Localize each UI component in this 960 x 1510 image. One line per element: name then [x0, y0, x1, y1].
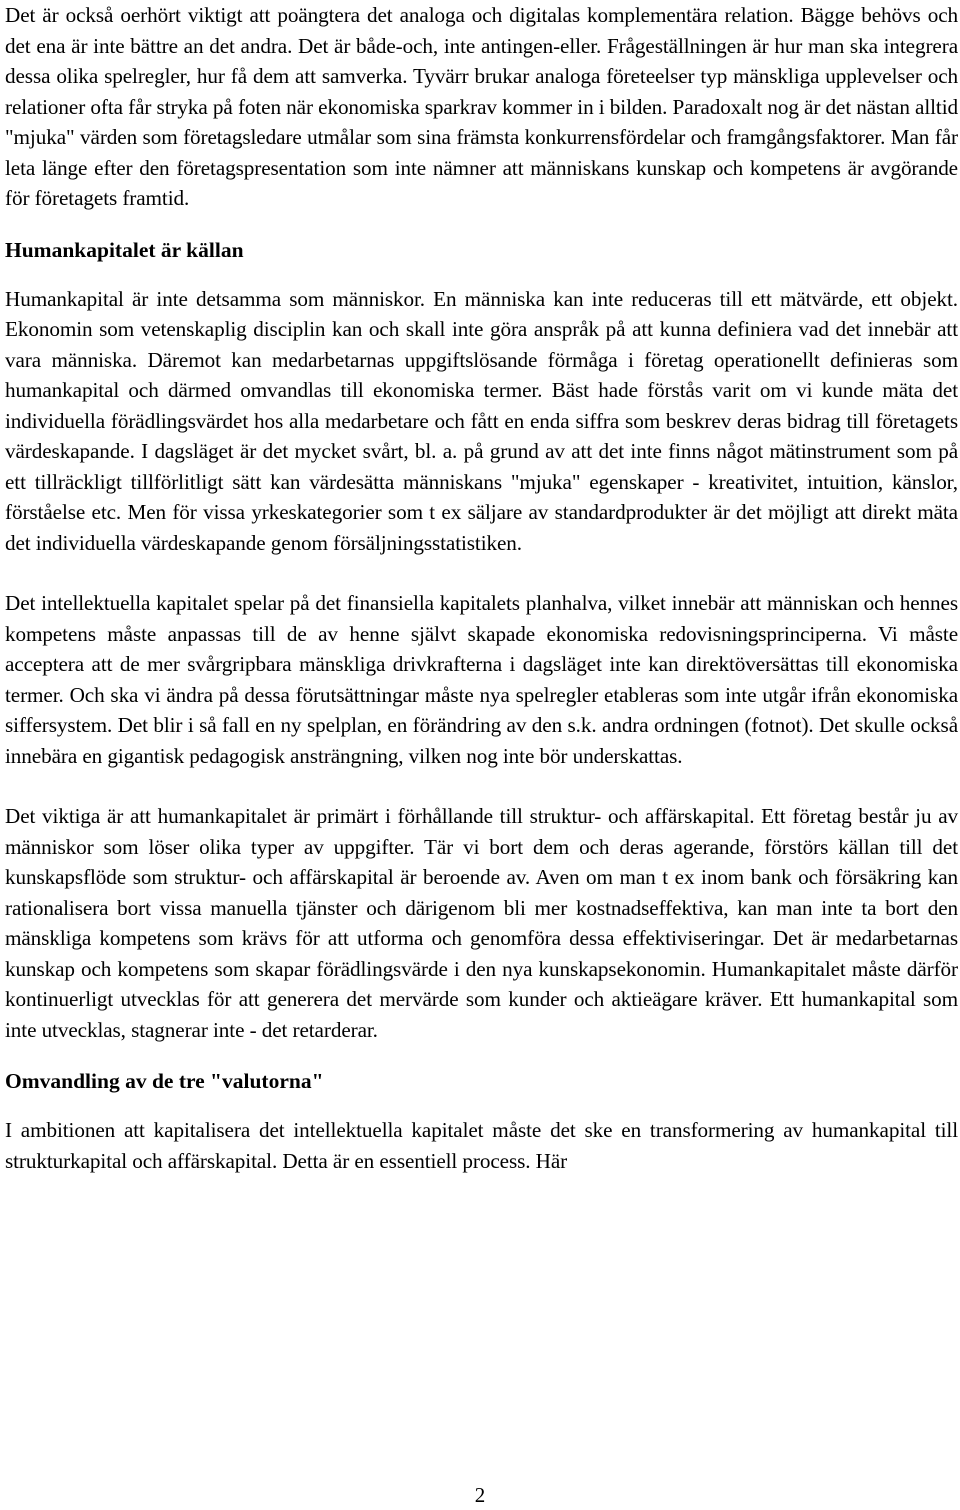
spacer	[5, 214, 958, 236]
page-number: 2	[474, 1483, 486, 1507]
spacer	[5, 771, 958, 801]
spacer	[5, 1045, 958, 1067]
document-page	[5, 0, 958, 1176]
paragraph-humankapital-definition: Humankapital är inte detsamma som människor. En människa kan inte reduceras till ett mätvärde, ett objekt. Ekonomin som vetenskaplig disciplin kan och skall inte göra anspråk på att kunna definiera vad det innebär att vara människa. Däremot kan medarbetarnas uppgiftslösande förmåga i företag operationellt definieras som humankapital och därmed omvandlas till ekonomiska termer. Bäst hade förstås varit om vi kunde mäta det individuella förädlingsvärdet hos alla medarbetare och fått en enda siffra som beskrev deras bidrag till företagets värdeskapande. I dagsläget är det mycket svårt, bl. a. på grund av att det inte finns något mätinstrument som på ett tillräckligt tillförlitligt sätt kan värdesätta människans "mjuka" egenskaper - kreativitet, intuition, känslor, förståelse etc. Men för vissa yrkeskategorier som t ex säljare av standardprodukter är det möjligt att direkt mäta det individuella värdeskapande genom försäljningsstatistiken.	[5, 286, 958, 555]
section-heading-humankapitalet: Humankapitalet är källan	[5, 237, 244, 262]
spacer	[5, 1095, 958, 1115]
spacer	[5, 558, 958, 588]
paragraph-kapitalisera: I ambitionen att kapitalisera det intellektuella kapitalet måste det ske en transformering av humankapital till strukturkapital och affärskapital. Detta är en essentiell process. Här	[5, 1118, 958, 1173]
section-heading-omvandling: Omvandling av de tre "valutorna"	[5, 1069, 324, 1093]
spacer	[5, 264, 958, 284]
paragraph-humankapitalet-primart: Det viktiga är att humankapitalet är primärt i förhållande till struktur- och affärskapital. Ett företag består ju av människor som löser olika typer av uppgifter. Tär vi bort dem och deras agerande, förstörs källan till det kunskapsflöde som struktur- och affärskapital är beroende av. Aven om man t ex inom bank och försäkring kan rationalisera bort vissa manuella tjänster och därigenom bli mer kostnadseffektiva, kan man inte ta bort den mänskliga kompetens som krävs för att utforma och genomföra dessa effektiviseringar. Det är medarbetarnas kunskap och kompetens som skapar förädlingsvärde i den nya kunskapsekonomin. Humankapitalet måste därför kontinuerligt utvecklas för att generera det mervärde som kunder och aktieägare kräver. Ett humankapital som inte utvecklas, stagnerar inte - det retarderar.	[5, 804, 958, 1042]
paragraph-intellektuella-kapitalet: Det intellektuella kapitalet spelar på det finansiella kapitalets planhalva, vilket innebär att människan och hennes kompetens måste anpassas till de av henne självt skapade ekonomiska redovisningsprinciperna. Vi måste acceptera att de mer svårgripbara mänskliga drivkrafterna i dagsläget inte kan direktöversättas till ekonomiska termer. Och ska vi ändra på dessa förutsättningar måste nya spelregler etableras som inte utgår ifrån ekonomiska siffersystem. Det blir i så fall en ny spelplan, en förändring av den s.k. andra ordningen (fotnot). Det skulle också innebära en gigantisk pedagogisk ansträngning, vilken nog inte bör underskattas.	[5, 591, 958, 768]
paragraph-intro: Det är också oerhört viktigt att poängtera det analoga och digitalas komplementära relation. Bägge behövs och det ena är inte bättre an det andra. Det är både-och, inte antingen-eller. Frågeställningen är hur man ska integrera dessa olika spelregler, hur få dem att samverka. Tyvärr brukar analoga företeelser typ mänskliga upplevelser och relationer ofta får stryka på foten när ekonomiska sparkrav kommer in i bilden. Paradoxalt nog är det nästan alltid "mjuka" värden som företagsledare utmålar som sina främsta konkurrensfördelar och framgångsfaktorer. Man får leta länge efter den företagspresentation som inte nämner att människans kunskap och kompetens är avgörande för företagets framtid.	[5, 3, 958, 210]
